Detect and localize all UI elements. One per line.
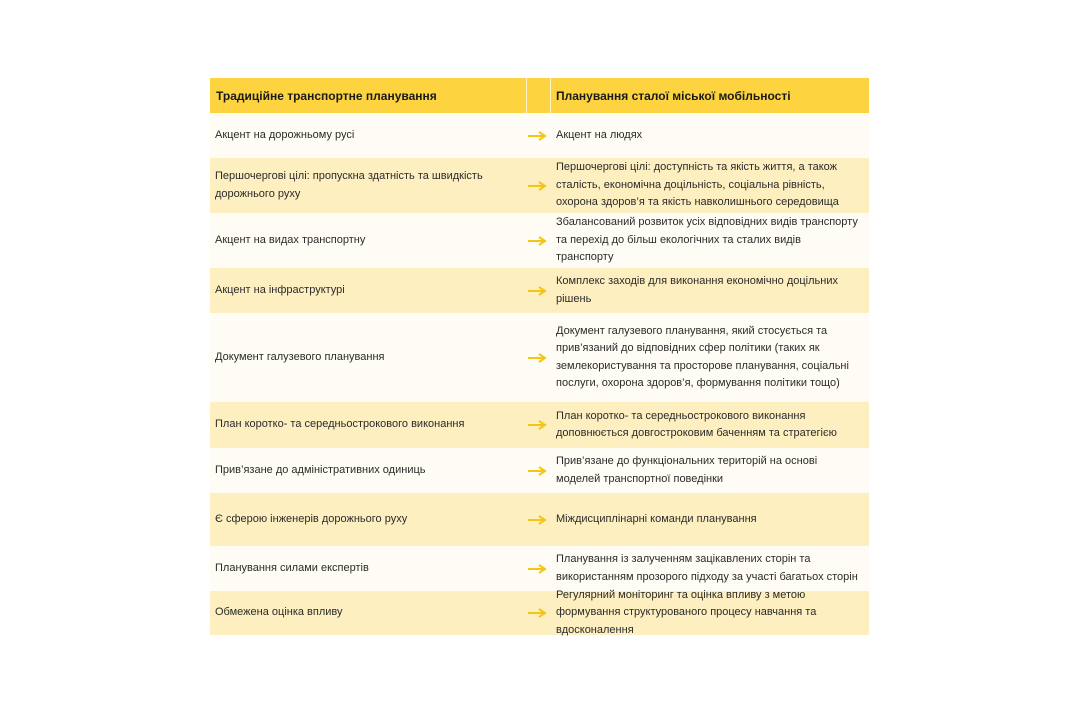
header-sustainable: Планування сталої міської мобільності <box>556 88 791 103</box>
arrow-icon <box>526 420 551 430</box>
sustainable-cell: Комплекс заходів для виконання економічно доцільних рішень <box>556 275 838 305</box>
comparison-table <box>210 78 869 635</box>
sustainable-cell: План коротко- та середньострокового виконання доповнюється довгостроковим баченням та стратегією <box>556 409 837 439</box>
table-row <box>210 448 869 493</box>
traditional-cell: Акцент на інфраструктурі <box>215 283 345 296</box>
table-row <box>210 313 869 402</box>
arrow-icon <box>526 564 551 574</box>
arrow-icon <box>526 236 551 246</box>
arrow-icon <box>526 515 551 525</box>
arrow-icon <box>526 608 551 618</box>
sustainable-cell: Акцент на людях <box>556 128 643 141</box>
sustainable-cell: Регулярний моніторинг та оцінка впливу з метою формування структурованого процесу навчання та вдосконалення <box>556 588 817 636</box>
table-row <box>210 113 869 158</box>
header-separator <box>526 78 551 113</box>
traditional-cell: Акцент на видах транспортну <box>215 233 366 246</box>
traditional-cell: Планування силами експертів <box>215 561 369 574</box>
sustainable-cell: Планування із залученням зацікавлених сторін та використанням прозорого підходу за участі багатьох сторін <box>556 553 858 583</box>
table-row <box>210 546 869 591</box>
sustainable-cell: Прив’язане до функціональних територій на основі моделей транспортної поведінки <box>556 455 818 485</box>
table-row <box>210 588 869 636</box>
traditional-cell: Прив’язане до адміністративних одиниць <box>215 463 426 476</box>
traditional-cell: Є сферою інженерів дорожнього руху <box>215 512 408 525</box>
traditional-cell: Акцент на дорожньому русі <box>215 128 355 141</box>
table-row <box>210 493 869 546</box>
traditional-cell: Документ галузевого планування <box>215 350 385 363</box>
traditional-cell: Обмежена оцінка впливу <box>215 606 343 619</box>
traditional-cell: План коротко- та середньострокового виконання <box>215 418 465 431</box>
table-row <box>210 268 869 313</box>
arrow-icon <box>526 353 551 363</box>
sustainable-cell: Документ галузевого планування, який стосується та прив’язаний до відповідних сфер політики (таких як землекористування та просторове планування, соціальні послуги, охорона здоров’я, формування політики тощо) <box>556 324 849 389</box>
table-row <box>210 213 869 268</box>
table-header <box>210 78 869 113</box>
sustainable-cell: Збалансований розвиток усіх відповідних видів транспорту та перехід до більш екологічних та сталих видів транспорту <box>556 216 858 264</box>
arrow-icon <box>526 286 551 296</box>
arrow-icon <box>526 466 551 476</box>
header-traditional: Традиційне транспортне планування <box>216 88 437 103</box>
sustainable-cell: Міждисциплінарні команди планування <box>556 512 757 525</box>
table-row <box>210 402 869 448</box>
table-row <box>210 158 869 213</box>
traditional-cell: Першочергові цілі: пропускна здатність та швидкість дорожнього руху <box>215 170 483 200</box>
arrow-icon <box>526 131 551 141</box>
sustainable-cell: Першочергові цілі: доступність та якість життя, а також сталість, економічна доцільність, соціальна рівність, охорона здоров’я та якість навколишнього середовища <box>556 161 839 209</box>
arrow-icon <box>526 181 551 191</box>
